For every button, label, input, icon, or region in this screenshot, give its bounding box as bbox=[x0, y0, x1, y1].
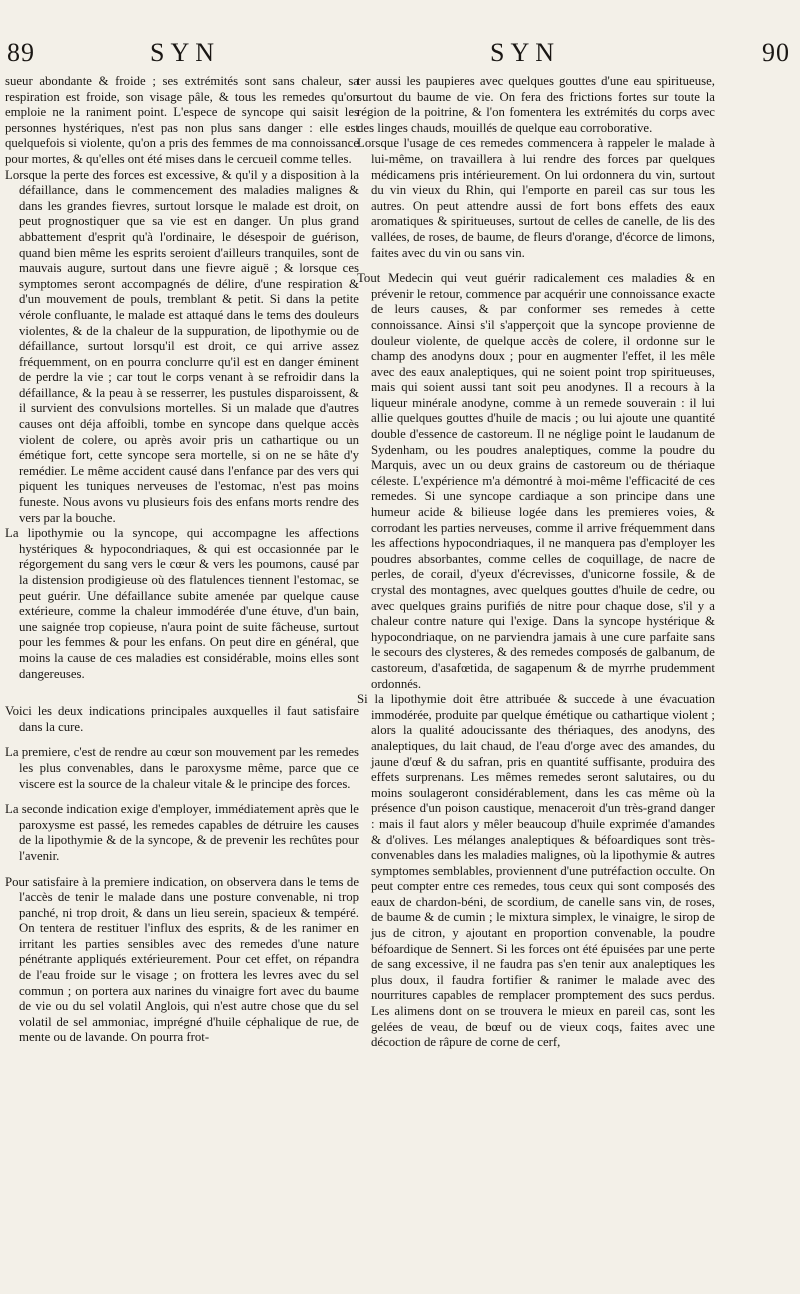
paragraph: Si la lipothymie doit être attribuée & succede à une évacuation immodérée, produite par quelque émétique ou cathartique violent ; alors la qualité adoucissante des thériaques, des anodyns, des analeptiques, du lait chaud, de l'eau d'orge avec des amandes, du jaune d'œuf & du safran, pris en quantité suffisante, produira des effets surprenans. Les mêmes remedes seront salutaires, ou du moins soulageront considérablement, dans les cas même où la présence d'un poison caustique, menaceroit d'un très-grand danger : mais il faut alors y mêler beaucoup d'huile exprimée d'amandes & d'olives. Les mélanges analeptiques & béfoardiques sont très-convenables dans les maladies malignes, où la lipothymie & autres symptomes semblables, proviennent d'une putréfaction occulte. On peut compter entre ces remedes, tous ceux qui sont composés des eaux de chardon-béni, de scordium, de canelle sans vin, de roses, de baume & de cumin ; le mixtura simplex, le vinaigre, le sirop de jus de citron, y ajoutant en proportion convenable, la poudre béfoardique de Sennert. Si les forces ont été épuisées par une perte de sang excessive, il ne faudra pas s'en tenir aux analeptiques les plus doux, il faudra fortifier & ranimer le malade avec des nourritures capables de remplacer promptement des sucs perdus. Les alimens dont on se trouvera le mieux en pareil cas, sont les gelées de veau, de bœuf ou de vieux coqs, faites avec une décoction de râpure de corne de cerf, bbox=[357, 692, 715, 1050]
paragraph: La seconde indication exige d'employer, immédiatement après que le paroxysme est passé, les remedes capables de détruire les causes de la lipothymie & de la syncope, & de prevenir les rechûtes pour l'avenir. bbox=[5, 802, 359, 863]
right-page-number: 90 bbox=[762, 38, 790, 67]
paragraph: Lorsque l'usage de ces remedes commencera à rappeler le malade à lui-même, on travaillera à lui rendre des forces par quelques médicamens pris intérieurement. On lui ordonnera du vin, surtout du vin vieux du Rhin, qui l'emporte en pareil cas sur tous les autres. On peut attendre aussi de fort bons effets des eaux aromatiques & spiritueuses, surtout de celles de canelle, de lis des vallées, de roses, de baume, de fleurs d'orange, d'écorce de limons, faites avec du vin ou sans vin. bbox=[357, 136, 715, 260]
paragraph: sueur abondante & froide ; ses extrémités sont sans chaleur, sa respiration est froide, son visage pâle, & tous les remedes qu'on emploie ne la raniment point. L'espece de syncope qui saisit les personnes hystériques, n'est pas non plus sans danger : elle est quelquefois si violente, qu'on a pris des femmes de ma connoissance pour mortes, & qu'elles ont été mises dans le cercueil comme telles. bbox=[5, 74, 359, 166]
left-column bbox=[5, 74, 359, 1046]
left-running-head: SYN bbox=[150, 38, 221, 67]
right-column bbox=[357, 74, 715, 1051]
paragraph: Pour satisfaire à la premiere indication, on observera dans le tems de l'accès de tenir le malade dans une posture convenable, ni trop panché, ni trop droit, & dans un lieu serein, spacieux & tempéré. On tentera de restituer l'influx des esprits, & de les ranimer en irritant les parties sensibles avec des remedes d'une nature pénétrante appliqués extérieurement. Pour cet effet, on répandra de l'eau froide sur le visage ; on frottera les levres avec du sel commun ; on portera aux narines du vinaigre fort avec du baume de vie ou du sel volatil Anglois, qui n'est autre chose que du sel volatil de sel ammoniac, imprégné d'huile céphalique de rue, de mente ou de lavande. On pourra frot- bbox=[5, 874, 359, 1045]
paragraph: Tout Medecin qui veut guérir radicalement ces maladies & en prévenir le retour, commence par acquérir une connoissance exacte de leurs causes, & par conformer ses remedes à cette connoissance. Ainsi s'il s'apperçoit que la syncope provienne de douleur violente, de quelque accès de colere, il ordonne sur le champ des anodyns doux ; pour en augmenter l'effet, il les mêle avec des eaux analeptiques, qui ne soient point trop spiritueuses, mais qui soient aussi tant soit peu anodynes. Il a recours à la liqueur minérale anodyne, comme à un remede souverain : il lui allie quelques gouttes d'huile de macis ; ou lui ajoute une quantité double d'essence de castoreum. Il ne néglige point le laudanum de Sydenham, ou les poudres analeptiques, comme la poudre du Marquis, avec un ou deux grains de castoreum ou de thériaque céleste. L'expérience m'a démontré à moi-même l'efficacité de ces remedes. Si une syncope cardiaque a son principe dans une humeur acide & bilieuse logée dans les premieres voies, & corrodant les parties nerveuses, comme il arrive fréquemment dans les affections hypocondriaques, il ne manquera pas d'employer les poudres absorbantes, comme celles de coquillage, de nacre de perles, de corail, d'yeux d'écrevisses, d'unicorne fossile, & de crystal des montagnes, avec quelques gouttes d'huile de cedre, ou avec quelques grains purifiés de nitre pour chaque dose, s'il y a chaleur contre nature qui l'exige. Dans la syncope hystérique & hypocondriaque, on ne parviendra jamais à une cure parfaite sans le secours des clysteres, & des remedes composés de galbanum, de castoreum, d'asafœtida, de sagapenum & de myrrhe prudemment ordonnés. bbox=[357, 271, 715, 691]
paragraph: Lorsque la perte des forces est excessive, & qu'il y a disposition à la défaillance, dans le commencement des maladies malignes & dans les grandes fievres, surtout lorsque le malade est droit, on peut prognostiquer que sa vie est en danger. Un plus grand abbattement d'esprit qu'à l'ordinaire, le désespoir de guérison, quand bien même les esprits seroient d'ailleurs tranquiles, sont de mauvais augure, surtout dans une fievre aiguë ; & lorsque ces symptomes seront accompagnés de délire, d'une respiration & d'un mouvement de pouls, tremblant & petit. Si dans la petite vérole confluante, le malade est attaqué dans le tems des douleurs violentes, & de la chaleur de la suppuration, de lipothymie ou de défaillance, surtout lorsqu'il est droit, ce qui arrive assez fréquemment, on en pourra conclurre qu'il est en danger éminent de perdre la vie ; car tout le corps venant à se refroidir dans la défaillance, & la peau à se resserrer, les pustules disparoissent, & il survient des convulsions mortelles. Si un malade que d'autres causes ont déja affoibli, tombe en syncope dans quelque accès violent de colere, ou après avoir pris un cathartique ou un émétique fort, cette syncope sera mortelle, si on ne se hâte d'y remédier. Le même accident causé dans l'enfance par des vers qui piquent les tuniques nerveuses de l'estomac, n'est pas moins funeste. Nous avons vu plusieurs fois des enfans morts rendre des vers par la bouche. bbox=[5, 167, 359, 525]
left-page-number: 89 bbox=[7, 38, 35, 67]
paragraph: La premiere, c'est de rendre au cœur son mouvement par les remedes les plus convenables, dans le paroxysme même, parce que ce viscere est la source de la chaleur vitale & le principe des forces. bbox=[5, 745, 359, 791]
paragraph: ter aussi les paupieres avec quelques gouttes d'une eau spiritueuse, surtout du baume de vie. On fera des frictions fortes sur toute la région de la poitrine, & l'on fomentera les extrémités du corps avec des linges chauds, mouillés de quelque eau corroborative. bbox=[357, 74, 715, 135]
right-running-head: SYN bbox=[490, 38, 561, 67]
paragraph: Voici les deux indications principales auxquelles il faut satisfaire dans la cure. bbox=[5, 704, 359, 734]
paragraph: La lipothymie ou la syncope, qui accompagne les affections hystériques & hypocondriaques, & qui est occasionnée par le régorgement du sang vers le cœur & vers les poumons, causé par la distension prodigieuse où des flatulences tiennent l'estomac, se peut guérir. Une défaillance subite amenée par quelque cause extérieure, comme la chaleur immodérée d'une étuve, d'un bain, une saignée trop copieuse, n'aura point de suite fâcheuse, surtout pour les femmes & pour les enfans. On peut dire en général, que moins la cause de ces maladies est considérable, moins elles sont dangereuses. bbox=[5, 526, 359, 681]
